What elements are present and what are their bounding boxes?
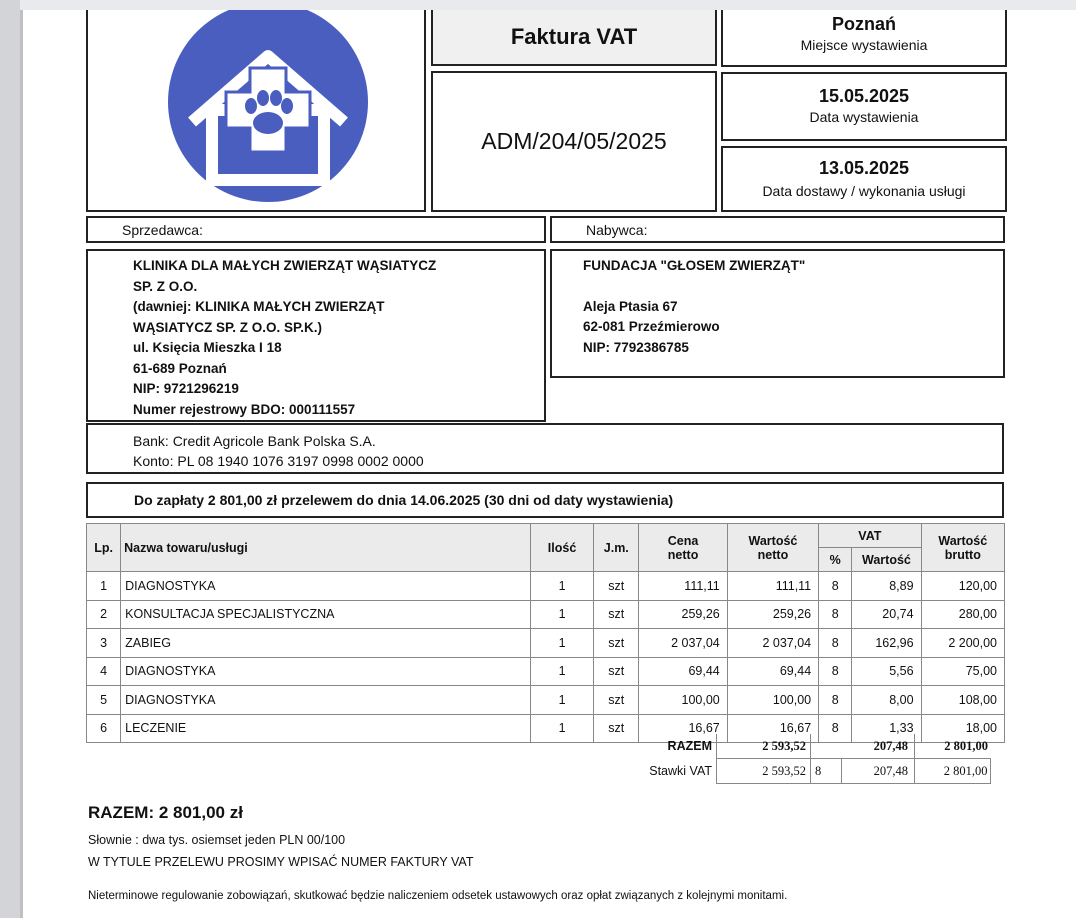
page-edge bbox=[20, 10, 23, 918]
cell-qty: 1 bbox=[530, 714, 593, 743]
grand-total: RAZEM: 2 801,00 zł bbox=[88, 803, 243, 822]
cell-lp: 2 bbox=[87, 600, 121, 629]
col-price-l1: Cena bbox=[667, 533, 699, 548]
cell-gross: 2 200,00 bbox=[921, 629, 1004, 658]
buyer-line: 62-081 Przeźmierowo bbox=[583, 319, 720, 334]
col-qty: Ilość bbox=[530, 524, 593, 572]
cell-net: 69,44 bbox=[727, 657, 818, 686]
cell-vat-val: 162,96 bbox=[852, 629, 921, 658]
payment-due: Do zapłaty 2 801,00 zł przelewem do dnia 14.06.2025 (30 dni od daty wystawienia) bbox=[86, 482, 1004, 518]
cell-vat-pct: 8 bbox=[819, 657, 852, 686]
invoice-number: ADM/204/05/2025 bbox=[431, 71, 717, 212]
cell-qty: 1 bbox=[530, 600, 593, 629]
place-value: Poznań bbox=[831, 14, 896, 34]
razem-gross: 2 801,00 bbox=[915, 734, 991, 759]
cell-net: 16,67 bbox=[727, 714, 818, 743]
cell-gross: 108,00 bbox=[921, 686, 1004, 715]
col-unit: J.m. bbox=[594, 524, 639, 572]
cell-name: LECZENIE bbox=[121, 714, 531, 743]
cell-net: 100,00 bbox=[727, 686, 818, 715]
col-gross-l2: brutto bbox=[944, 547, 981, 562]
cell-price: 259,26 bbox=[639, 600, 727, 629]
delivery-date-label: Data dostawy / wykonania usługi bbox=[762, 183, 966, 199]
cell-price: 16,67 bbox=[639, 714, 727, 743]
footer-note: Nieterminowe regulowanie zobowiązań, skutkować będzie naliczeniem odsetek ustawowych oraz opłat związanych z kolejnymi monitami. bbox=[88, 890, 788, 902]
table-row bbox=[87, 572, 1005, 601]
table-row bbox=[87, 686, 1005, 715]
cell-lp: 4 bbox=[87, 657, 121, 686]
col-price bbox=[639, 524, 727, 572]
seller-line: SP. Z O.O. bbox=[133, 278, 198, 294]
buyer-line: Aleja Ptasia 67 bbox=[583, 298, 678, 314]
cell-gross: 18,00 bbox=[921, 714, 1004, 743]
cell-price: 111,11 bbox=[639, 572, 727, 601]
seller-box bbox=[86, 249, 546, 422]
cell-net: 259,26 bbox=[727, 600, 818, 629]
cell-gross: 75,00 bbox=[921, 657, 1004, 686]
col-net bbox=[727, 524, 818, 572]
cell-name: ZABIEG bbox=[121, 629, 531, 658]
cell-gross: 120,00 bbox=[921, 572, 1004, 601]
cell-vat-val: 8,89 bbox=[852, 572, 921, 601]
seller-header: Sprzedawca: bbox=[86, 216, 546, 243]
buyer-name: FUNDACJA "GŁOSEM ZWIERZĄT" bbox=[583, 258, 806, 273]
issue-date-label: Data wystawienia bbox=[809, 109, 919, 125]
buyer-header: Nabywca: bbox=[550, 216, 1005, 243]
viewer-top-bar bbox=[0, 0, 1076, 10]
cell-unit: szt bbox=[594, 572, 639, 601]
clinic-logo-icon bbox=[88, 10, 424, 210]
cell-vat-pct: 8 bbox=[819, 629, 852, 658]
amount-in-words: Słownie : dwa tys. osiemset jeden PLN 00/100 bbox=[88, 833, 346, 847]
table-row bbox=[87, 629, 1005, 658]
cell-vat-pct: 8 bbox=[819, 572, 852, 601]
transfer-note: W TYTULE PRZELEWU PROSIMY WPISAĆ NUMER FAKTURY VAT bbox=[88, 855, 474, 869]
seller-line: KLINIKA DLA MAŁYCH ZWIERZĄT WĄSIATYCZ bbox=[133, 258, 437, 273]
col-net-l2: netto bbox=[757, 547, 789, 562]
cell-vat-val: 8,00 bbox=[852, 686, 921, 715]
rates-pct: 8 bbox=[811, 759, 842, 784]
rates-gross: 2 801,00 bbox=[915, 759, 991, 784]
col-price-l2: netto bbox=[667, 547, 699, 562]
cell-lp: 6 bbox=[87, 714, 121, 743]
seller-line: 61-689 Poznań bbox=[133, 360, 227, 376]
cell-unit: szt bbox=[594, 629, 639, 658]
bank-account: Konto: PL 08 1940 1076 3197 0998 0002 0000 bbox=[133, 453, 424, 469]
seller-line: ul. Księcia Mieszka I 18 bbox=[133, 340, 282, 355]
place-label: Miejsce wystawienia bbox=[800, 37, 928, 53]
col-net-l1: Wartość bbox=[748, 533, 798, 548]
seller-line: Numer rejestrowy BDO: 000111557 bbox=[133, 401, 356, 417]
razem-vat: 207,48 bbox=[841, 734, 915, 759]
cell-qty: 1 bbox=[530, 657, 593, 686]
cell-unit: szt bbox=[594, 714, 639, 743]
seller-line: NIP: 9721296219 bbox=[133, 381, 239, 396]
logo-box bbox=[86, 10, 426, 212]
cell-vat-val: 1,33 bbox=[852, 714, 921, 743]
items-table bbox=[86, 523, 1005, 743]
place-box bbox=[721, 10, 1007, 67]
rates-net: 2 593,52 bbox=[717, 759, 811, 784]
cell-lp: 5 bbox=[87, 686, 121, 715]
cell-price: 100,00 bbox=[639, 686, 727, 715]
bank-name: Bank: Credit Agricole Bank Polska S.A. bbox=[133, 433, 376, 449]
cell-qty: 1 bbox=[530, 686, 593, 715]
col-vat-pct: % bbox=[819, 548, 852, 572]
seller-line: (dawniej: KLINIKA MAŁYCH ZWIERZĄT bbox=[133, 299, 385, 314]
delivery-date-box bbox=[721, 146, 1007, 212]
col-gross-l1: Wartość bbox=[938, 533, 988, 548]
delivery-date-value: 13.05.2025 bbox=[818, 158, 910, 178]
cell-vat-pct: 8 bbox=[819, 600, 852, 629]
cell-vat-val: 5,56 bbox=[852, 657, 921, 686]
cell-gross: 280,00 bbox=[921, 600, 1004, 629]
cell-qty: 1 bbox=[530, 572, 593, 601]
cell-unit: szt bbox=[594, 686, 639, 715]
issue-date-box bbox=[721, 72, 1007, 141]
cell-vat-val: 20,74 bbox=[852, 600, 921, 629]
buyer-box bbox=[550, 249, 1005, 378]
issue-date-value: 15.05.2025 bbox=[818, 86, 910, 106]
cell-unit: szt bbox=[594, 657, 639, 686]
cell-vat-pct: 8 bbox=[819, 714, 852, 743]
cell-name: KONSULTACJA SPECJALISTYCZNA bbox=[121, 600, 531, 629]
col-vat: VAT bbox=[819, 524, 921, 548]
buyer-line: NIP: 7792386785 bbox=[583, 339, 689, 355]
cell-name: DIAGNOSTYKA bbox=[121, 657, 531, 686]
col-vat-val: Wartość bbox=[852, 548, 921, 572]
invoice-title: Faktura VAT bbox=[431, 10, 717, 66]
cell-net: 111,11 bbox=[727, 572, 818, 601]
razem-net: 2 593,52 bbox=[717, 734, 811, 759]
rates-label: Stawki VAT bbox=[629, 759, 717, 784]
sums-table bbox=[629, 734, 991, 784]
cell-vat-pct: 8 bbox=[819, 686, 852, 715]
seller-line: WĄSIATYCZ SP. Z O.O. SP.K.) bbox=[133, 319, 323, 335]
cell-net: 2 037,04 bbox=[727, 629, 818, 658]
table-row bbox=[87, 657, 1005, 686]
cell-lp: 3 bbox=[87, 629, 121, 658]
cell-name: DIAGNOSTYKA bbox=[121, 686, 531, 715]
cell-lp: 1 bbox=[87, 572, 121, 601]
cell-name: DIAGNOSTYKA bbox=[121, 572, 531, 601]
col-gross bbox=[921, 524, 1004, 572]
col-name: Nazwa towaru/usługi bbox=[121, 524, 531, 572]
cell-qty: 1 bbox=[530, 629, 593, 658]
cell-price: 2 037,04 bbox=[639, 629, 727, 658]
table-row bbox=[87, 600, 1005, 629]
viewer-left-margin bbox=[0, 0, 20, 918]
col-lp: Lp. bbox=[87, 524, 121, 572]
cell-unit: szt bbox=[594, 600, 639, 629]
cell-price: 69,44 bbox=[639, 657, 727, 686]
razem-label: RAZEM bbox=[629, 734, 717, 759]
rates-vat: 207,48 bbox=[841, 759, 915, 784]
bank-box bbox=[86, 423, 1004, 474]
